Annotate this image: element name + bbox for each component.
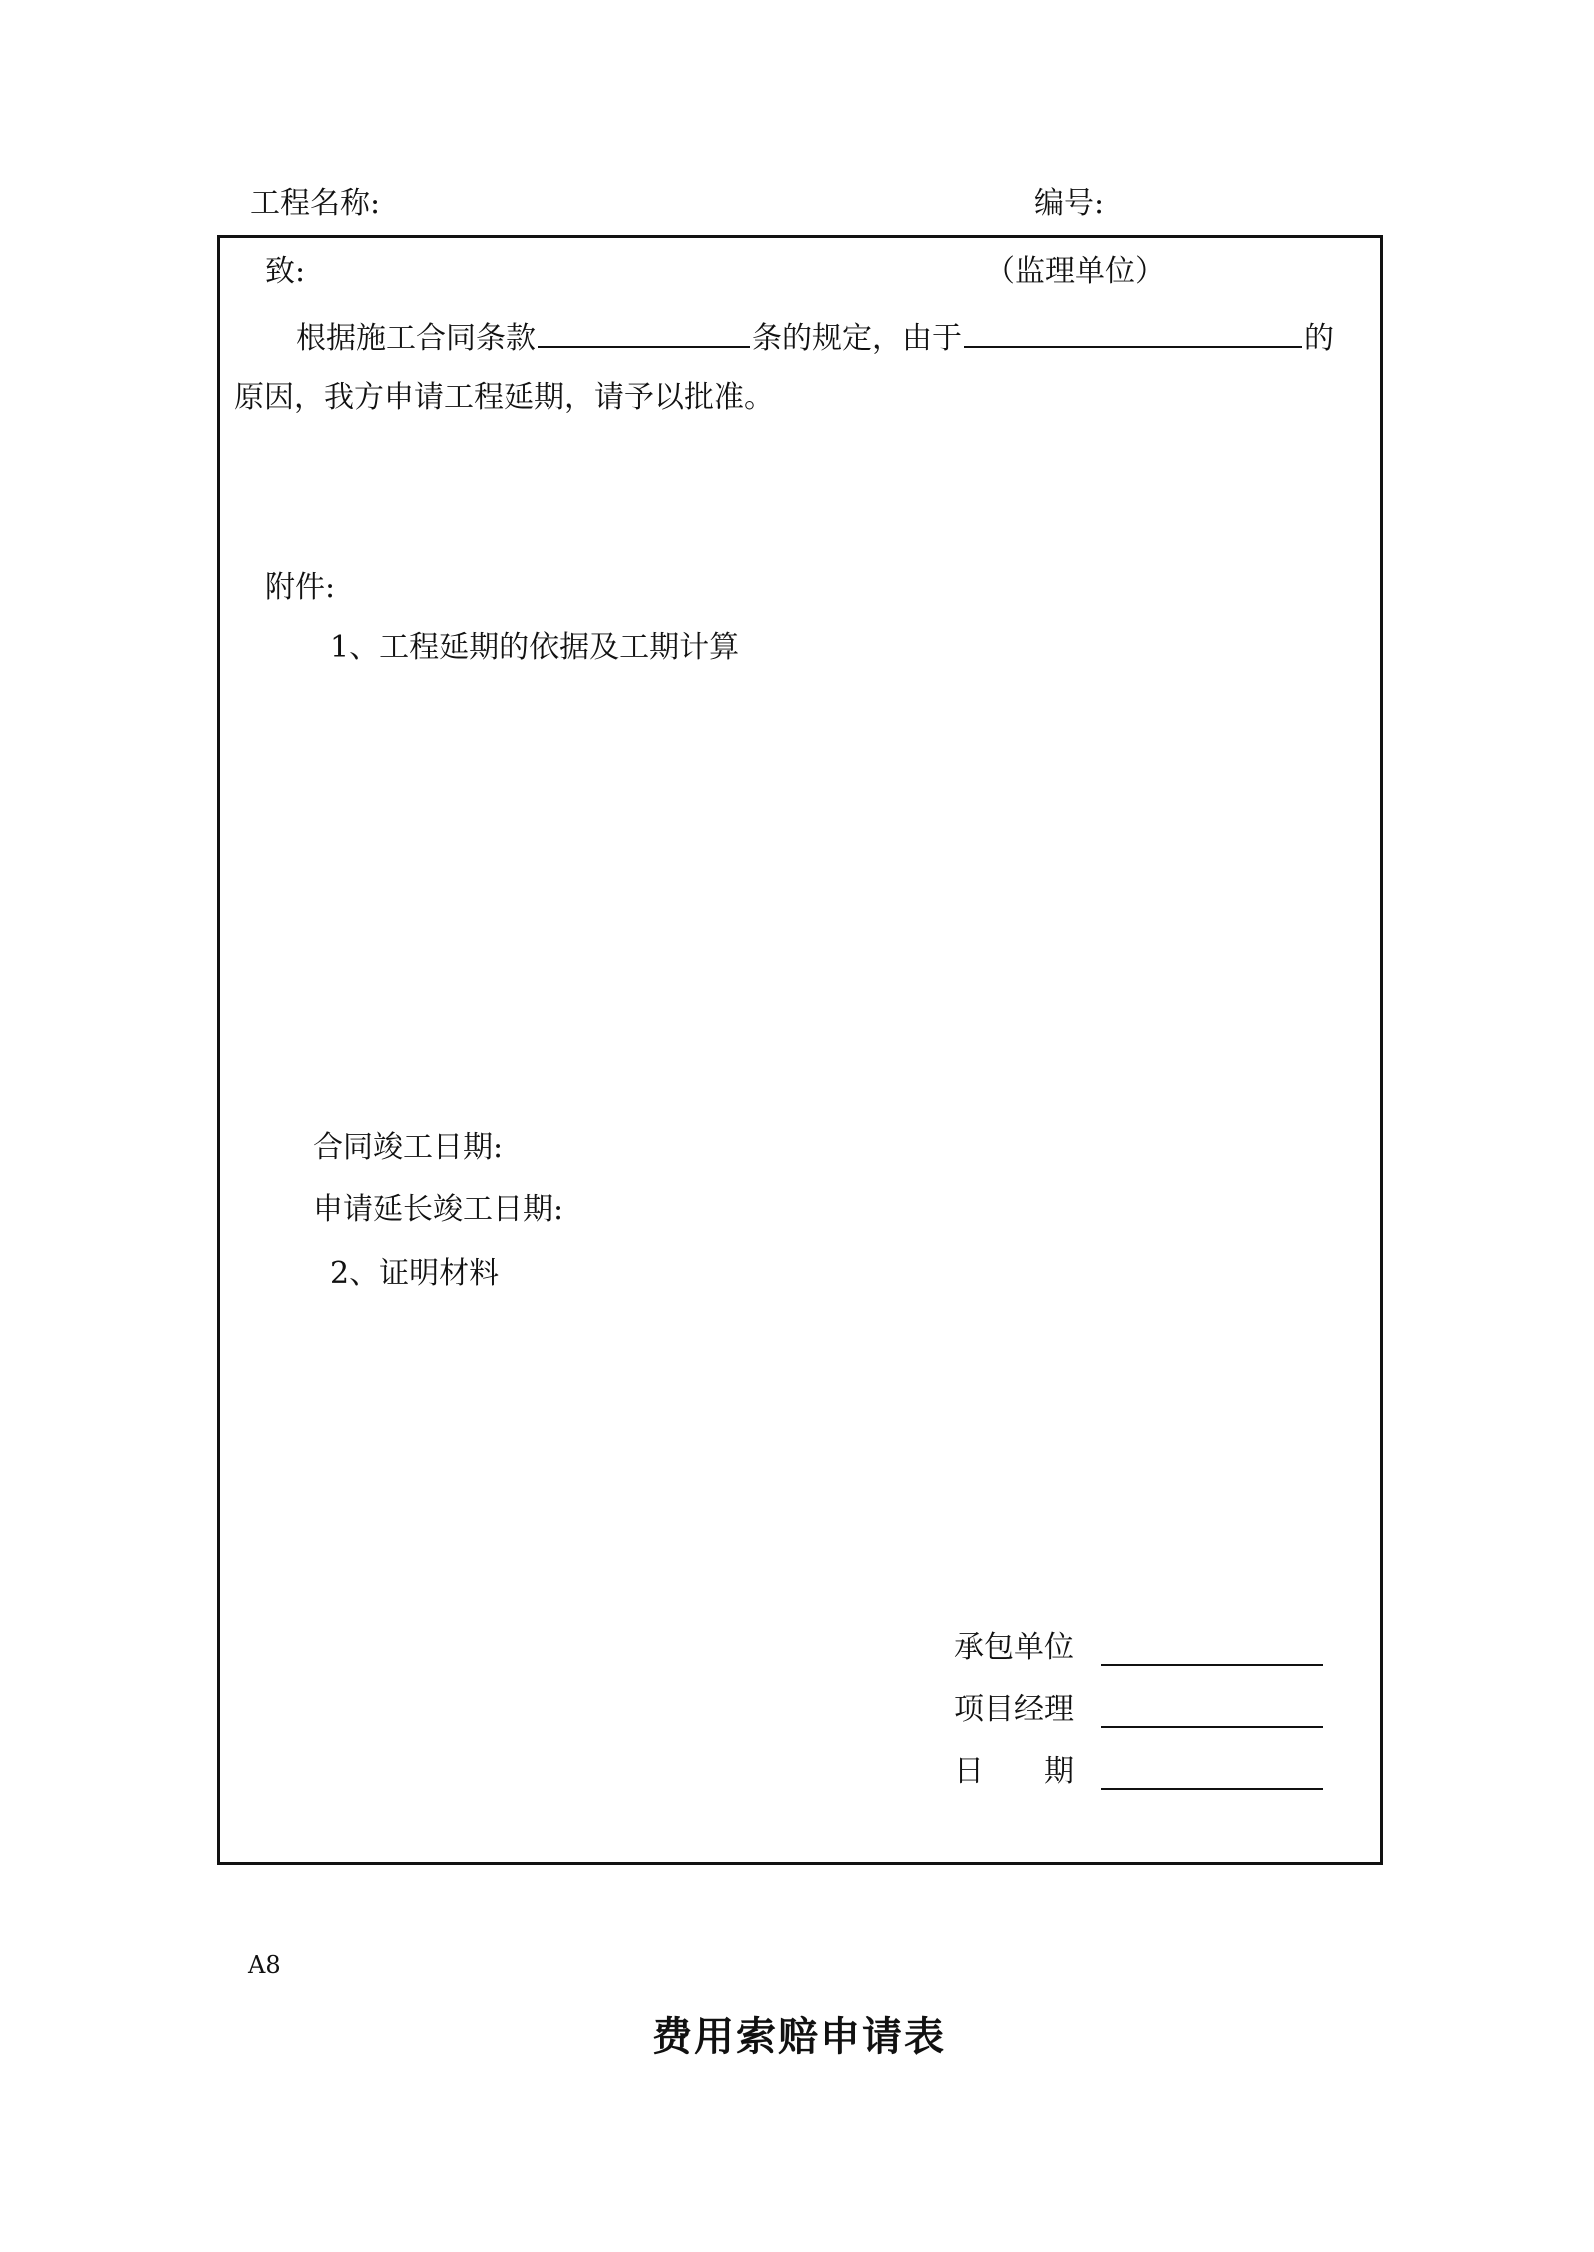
clause-prefix: 根据施工合同条款	[296, 321, 536, 356]
contractor-label: 承包单位	[954, 1630, 1074, 1665]
clause-sentence	[296, 316, 1334, 359]
date-label: 日 期	[954, 1754, 1074, 1789]
manager-label: 项目经理	[954, 1692, 1074, 1727]
extended-completion-label: 申请延长竣工日期:	[313, 1192, 564, 1227]
contract-completion-label: 合同竣工日期:	[313, 1130, 504, 1165]
reason-blank[interactable]	[964, 316, 1302, 348]
contractor-signature-line[interactable]	[1101, 1664, 1323, 1666]
form-code: A8	[248, 1951, 281, 1979]
form-box	[217, 235, 1383, 1865]
supervisor-label: （监理单位）	[985, 254, 1165, 289]
date-signature-line[interactable]	[1101, 1788, 1323, 1790]
project-name-label: 工程名称:	[250, 186, 381, 221]
clause-suffix: 的	[1304, 321, 1334, 356]
reason-text: 原因，我方申请工程延期，请予以批准。	[234, 380, 774, 415]
attachment-1: 1、工程延期的依据及工期计算	[330, 630, 740, 665]
attachments-label: 附件:	[265, 570, 336, 605]
document-title: 费用索赔申请表	[652, 2013, 946, 2060]
attachment-2: 2、证明材料	[330, 1256, 500, 1291]
clause-number-blank[interactable]	[538, 316, 750, 348]
manager-signature-line[interactable]	[1101, 1726, 1323, 1728]
number-label: 编号:	[1034, 186, 1105, 221]
to-label: 致:	[265, 254, 306, 289]
clause-middle: 条的规定，由于	[752, 321, 962, 356]
